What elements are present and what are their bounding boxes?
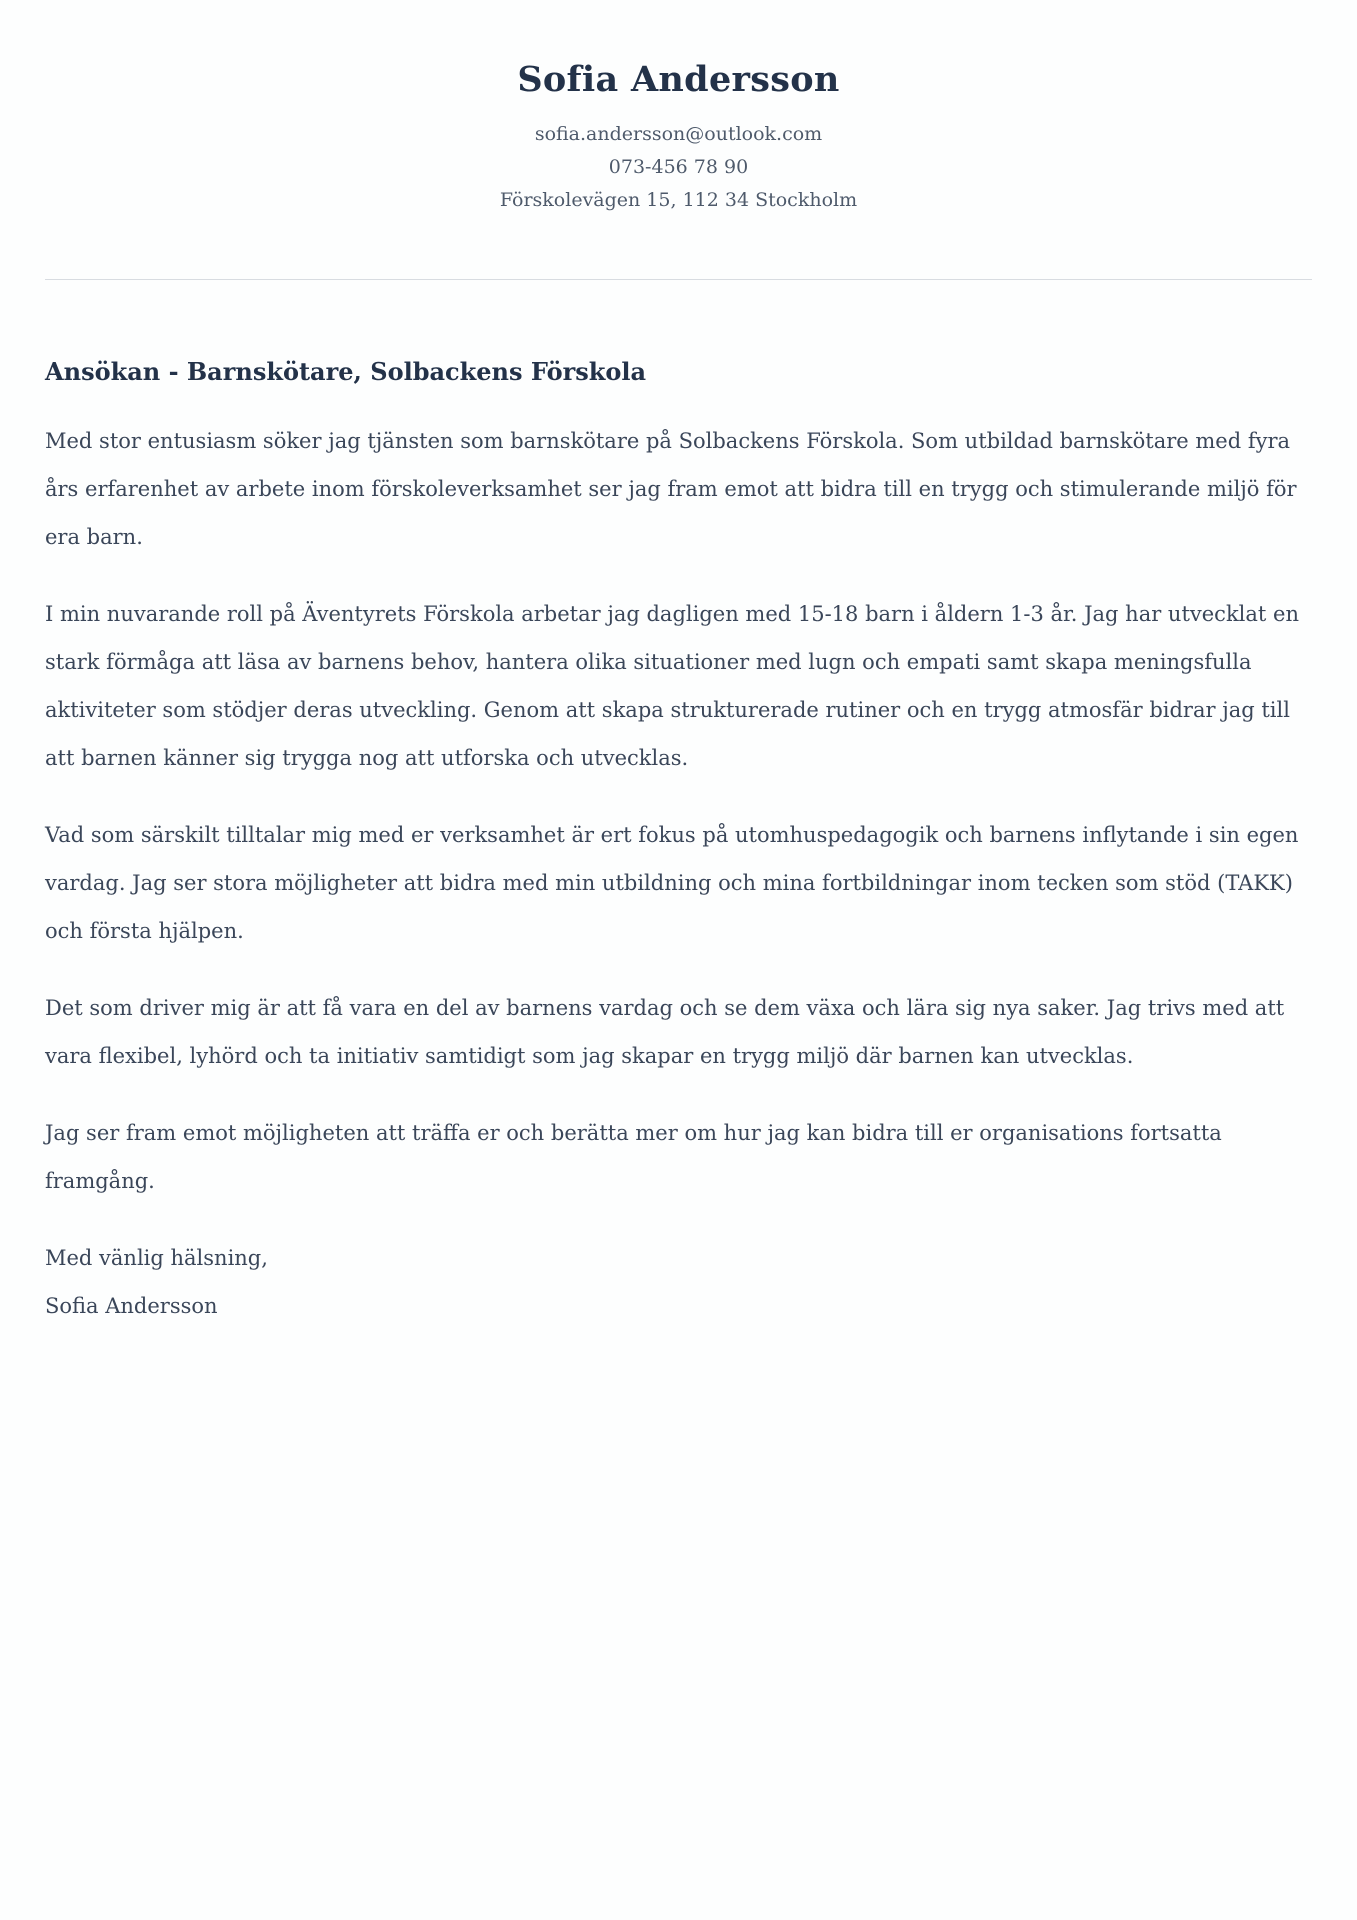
letter-paragraph-1: Med stor entusiasm söker jag tjänsten som barnskötare på Solbackens Förskola. Som utbildad barnskötare med fyra års erfarenhet av arbete inom förskoleverksamhet ser jag fram emot att bidra till en trygg och stimulerande miljö för era barn. — [45, 429, 1297, 549]
applicant-email: sofia.andersson@outlook.com — [534, 123, 823, 145]
header-divider — [45, 279, 1312, 280]
letter-header — [45, 58, 1312, 217]
letter-paragraph-4: Det som driver mig är att få vara en del av barnens vardag och se dem växa och lära sig nya saker. Jag trivs med att vara flexibel, lyhörd och ta initiativ samtidigt som jag skapar en trygg miljö där barnen kan utvecklas. — [45, 996, 1285, 1068]
closing-salutation: Med vänlig hälsning, — [45, 1246, 268, 1270]
applicant-address: Förskolevägen 15, 112 34 Stockholm — [499, 189, 858, 211]
letter-subject: Ansökan - Barnskötare, Solbackens Förskola — [45, 357, 647, 386]
applicant-phone: 073-456 78 90 — [608, 156, 749, 178]
letter-paragraph-2: I min nuvarande roll på Äventyrets Förskola arbetar jag dagligen med 15-18 barn i åldern 1-3 år. Jag har utvecklat en stark förmåga att läsa av barnens behov, hantera olika situationer med lugn och empati samt skapa meningsfulla aktiviteter som stödjer deras utveckling. Genom att skapa strukturerade rutiner och en trygg atmosfär bidrar jag till att barnen känner sig trygga nog att utforska och utvecklas. — [45, 602, 1299, 770]
letter-paragraph-3: Vad som särskilt tilltalar mig med er verksamhet är ert fokus på utomhuspedagogik och barnens inflytande i sin egen vardag. Jag ser stora möjligheter att bidra med min utbildning och mina fortbildningar inom tecken som stöd (TAKK) och första hjälpen. — [45, 823, 1299, 943]
letter-closing-block — [45, 1234, 1312, 1330]
closing-signature: Sofia Andersson — [45, 1294, 218, 1318]
letter-paragraph-5: Jag ser fram emot möjligheten att träffa er och berätta mer om hur jag kan bidra till er organisations fortsatta framgång. — [45, 1121, 1222, 1193]
applicant-name: Sofia Andersson — [517, 59, 840, 100]
letter-body — [45, 356, 1312, 1330]
